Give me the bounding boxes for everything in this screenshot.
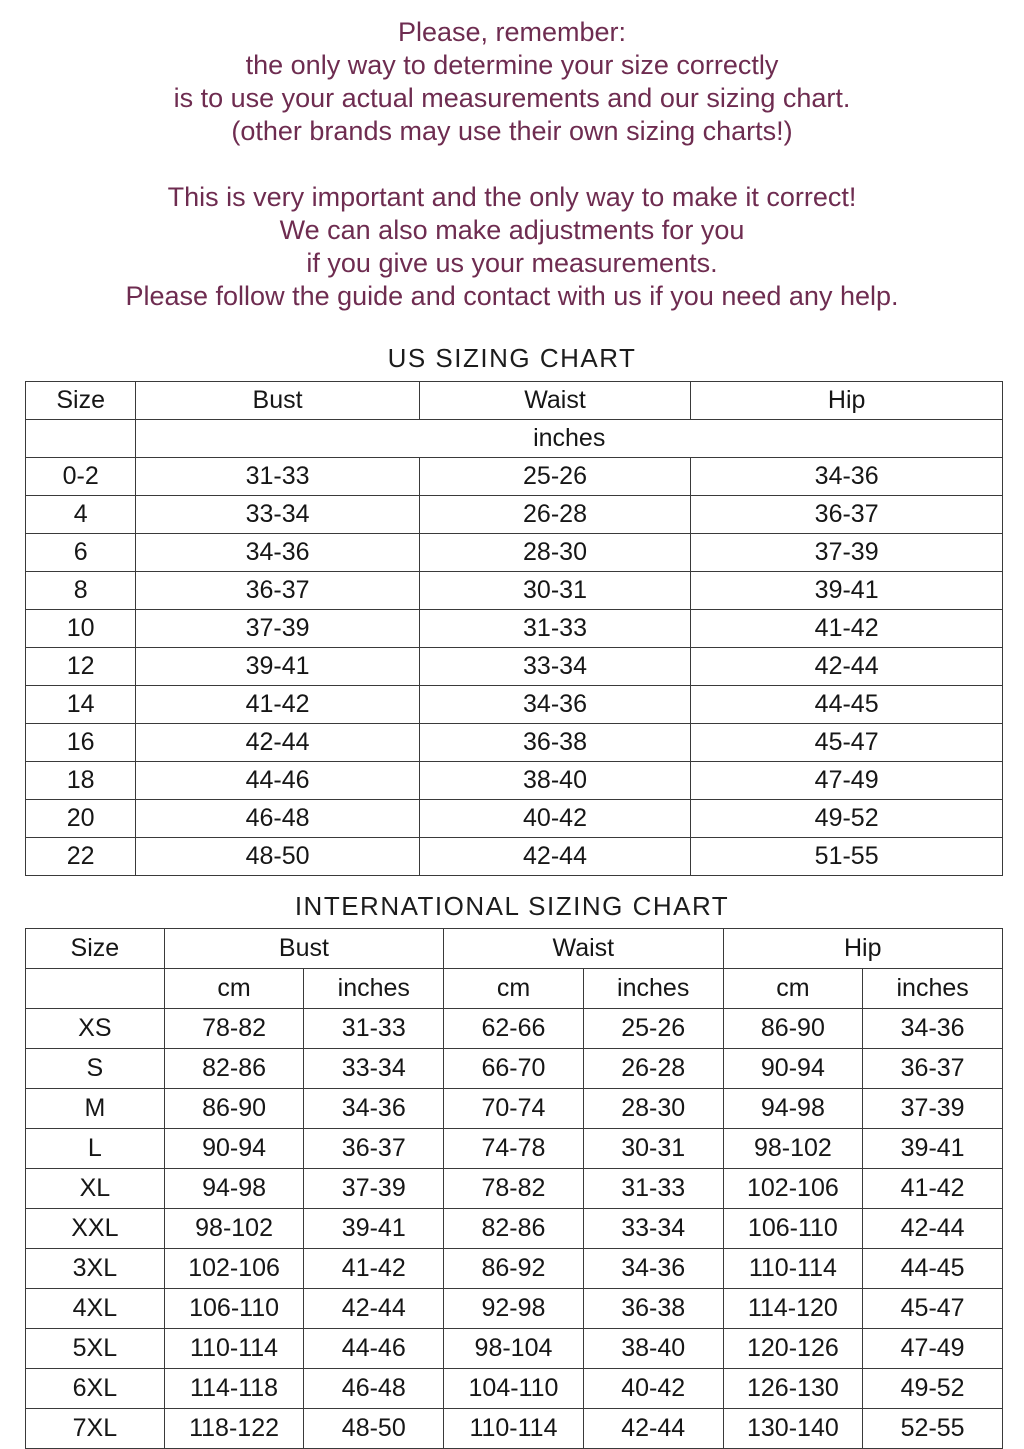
intro-line: the only way to determine your size correctly: [245, 50, 779, 80]
measurement-cell: 92-98: [444, 1289, 584, 1329]
size-cell: 3XL: [26, 1249, 165, 1289]
table-row: [26, 1289, 1003, 1329]
measurement-cell: 30-31: [583, 1129, 723, 1169]
measurement-cell: 31-33: [583, 1169, 723, 1209]
measurement-cell: 36-38: [583, 1289, 723, 1329]
table-row: [26, 1409, 1003, 1449]
size-cell: S: [26, 1049, 165, 1089]
measurement-cell: 98-104: [444, 1329, 584, 1369]
measurement-cell: 31-33: [304, 1009, 444, 1049]
measurement-cell: 49-52: [863, 1369, 1003, 1409]
measurement-cell: 106-110: [164, 1289, 304, 1329]
measurement-cell: 114-120: [723, 1289, 863, 1329]
measurement-cell: 39-41: [136, 648, 419, 686]
unit-header-hip-cm: cm: [723, 969, 863, 1009]
measurement-cell: 49-52: [691, 800, 1003, 838]
measurement-cell: 38-40: [419, 762, 691, 800]
size-cell: 6: [26, 534, 136, 572]
size-cell: 14: [26, 686, 136, 724]
measurement-cell: 37-39: [691, 534, 1003, 572]
measurement-cell: 39-41: [863, 1129, 1003, 1169]
intro-paragraph-gap: [0, 148, 1024, 181]
column-header-bust: Bust: [136, 382, 419, 420]
size-cell: 4: [26, 496, 136, 534]
size-cell: 20: [26, 800, 136, 838]
measurement-cell: 42-44: [419, 838, 691, 876]
measurement-cell: 45-47: [863, 1289, 1003, 1329]
table-row: [26, 1369, 1003, 1409]
measurement-cell: 34-36: [691, 458, 1003, 496]
measurement-cell: 86-90: [164, 1089, 304, 1129]
measurement-cell: 130-140: [723, 1409, 863, 1449]
table-row: [26, 1249, 1003, 1289]
measurement-cell: 36-37: [691, 496, 1003, 534]
measurement-cell: 41-42: [304, 1249, 444, 1289]
table-row: [26, 1049, 1003, 1089]
size-cell: 16: [26, 724, 136, 762]
measurement-cell: 118-122: [164, 1409, 304, 1449]
size-cell: 22: [26, 838, 136, 876]
measurement-cell: 78-82: [164, 1009, 304, 1049]
table-row: [26, 1129, 1003, 1169]
unit-header-hip-inches: inches: [863, 969, 1003, 1009]
measurement-cell: 36-37: [136, 572, 419, 610]
table-row: [26, 724, 1003, 762]
intro-line: We can also make adjustments for you: [279, 215, 745, 245]
measurement-cell: 26-28: [419, 496, 691, 534]
measurement-cell: 94-98: [164, 1169, 304, 1209]
table-row: [26, 800, 1003, 838]
column-header-waist: Waist: [444, 929, 723, 969]
size-cell: 6XL: [26, 1369, 165, 1409]
measurement-cell: 114-118: [164, 1369, 304, 1409]
measurement-cell: 36-37: [304, 1129, 444, 1169]
measurement-cell: 62-66: [444, 1009, 584, 1049]
measurement-cell: 47-49: [691, 762, 1003, 800]
measurement-cell: 42-44: [691, 648, 1003, 686]
measurement-cell: 39-41: [304, 1209, 444, 1249]
measurement-cell: 42-44: [136, 724, 419, 762]
measurement-cell: 42-44: [583, 1409, 723, 1449]
us-table-body: [26, 458, 1003, 876]
measurement-cell: 48-50: [136, 838, 419, 876]
measurement-cell: 40-42: [583, 1369, 723, 1409]
measurement-cell: 40-42: [419, 800, 691, 838]
intl-table-body: [26, 1009, 1003, 1449]
measurement-cell: 52-55: [863, 1409, 1003, 1449]
empty-cell: [26, 969, 165, 1009]
size-cell: L: [26, 1129, 165, 1169]
measurement-cell: 98-102: [164, 1209, 304, 1249]
measurement-cell: 46-48: [304, 1369, 444, 1409]
measurement-cell: 33-34: [419, 648, 691, 686]
measurement-cell: 51-55: [691, 838, 1003, 876]
unit-header-waist-cm: cm: [444, 969, 584, 1009]
measurement-cell: 41-42: [691, 610, 1003, 648]
measurement-cell: 70-74: [444, 1089, 584, 1129]
measurement-cell: 45-47: [691, 724, 1003, 762]
measurement-cell: 47-49: [863, 1329, 1003, 1369]
measurement-cell: 34-36: [863, 1009, 1003, 1049]
us-sizing-table: [25, 381, 1003, 876]
measurement-cell: 102-106: [164, 1249, 304, 1289]
measurement-cell: 90-94: [723, 1049, 863, 1089]
measurement-cell: 104-110: [444, 1369, 584, 1409]
us-unit-row: [26, 420, 1003, 458]
measurement-cell: 66-70: [444, 1049, 584, 1089]
measurement-cell: 28-30: [419, 534, 691, 572]
table-row: [26, 686, 1003, 724]
table-row: [26, 1009, 1003, 1049]
unit-header-bust-inches: inches: [304, 969, 444, 1009]
measurement-cell: 25-26: [583, 1009, 723, 1049]
measurement-cell: 106-110: [723, 1209, 863, 1249]
size-cell: 8: [26, 572, 136, 610]
size-cell: M: [26, 1089, 165, 1129]
table-row: [26, 610, 1003, 648]
size-cell: XL: [26, 1169, 165, 1209]
measurement-cell: 31-33: [136, 458, 419, 496]
measurement-cell: 86-92: [444, 1249, 584, 1289]
intro-line: is to use your actual measurements and our sizing chart.: [173, 83, 851, 113]
size-cell: XS: [26, 1009, 165, 1049]
measurement-cell: 78-82: [444, 1169, 584, 1209]
table-row: [26, 838, 1003, 876]
measurement-cell: 48-50: [304, 1409, 444, 1449]
measurement-cell: 28-30: [583, 1089, 723, 1129]
intro-line: This is very important and the only way to make it correct!: [167, 182, 857, 212]
table-row: [26, 1209, 1003, 1249]
size-cell: 12: [26, 648, 136, 686]
table-row: [26, 534, 1003, 572]
measurement-cell: 39-41: [691, 572, 1003, 610]
measurement-cell: 98-102: [723, 1129, 863, 1169]
measurement-cell: 37-39: [136, 610, 419, 648]
measurement-cell: 82-86: [444, 1209, 584, 1249]
measurement-cell: 44-46: [136, 762, 419, 800]
us-chart-title: US SIZING CHART: [387, 343, 637, 373]
unit-header-waist-inches: inches: [583, 969, 723, 1009]
measurement-cell: 74-78: [444, 1129, 584, 1169]
measurement-cell: 86-90: [723, 1009, 863, 1049]
intl-header-row: [26, 929, 1003, 969]
measurement-cell: 94-98: [723, 1089, 863, 1129]
measurement-cell: 37-39: [304, 1169, 444, 1209]
measurement-cell: 42-44: [863, 1209, 1003, 1249]
measurement-cell: 102-106: [723, 1169, 863, 1209]
measurement-cell: 34-36: [419, 686, 691, 724]
size-cell: 0-2: [26, 458, 136, 496]
international-sizing-table: [25, 928, 1003, 1449]
intro-line: Please, remember:: [397, 17, 627, 47]
intro-text-block: [0, 0, 1024, 313]
intro-line: Please follow the guide and contact with us if you need any help.: [125, 281, 899, 311]
table-row: [26, 572, 1003, 610]
intl-unit-row: [26, 969, 1003, 1009]
size-cell: 7XL: [26, 1409, 165, 1449]
column-header-size: Size: [26, 382, 136, 420]
measurement-cell: 25-26: [419, 458, 691, 496]
measurement-cell: 37-39: [863, 1089, 1003, 1129]
column-header-size: Size: [26, 929, 165, 969]
measurement-cell: 38-40: [583, 1329, 723, 1369]
measurement-cell: 120-126: [723, 1329, 863, 1369]
measurement-cell: 46-48: [136, 800, 419, 838]
size-cell: 18: [26, 762, 136, 800]
measurement-cell: 41-42: [863, 1169, 1003, 1209]
intro-line: (other brands may use their own sizing charts!): [231, 116, 793, 146]
measurement-cell: 41-42: [136, 686, 419, 724]
size-cell: 10: [26, 610, 136, 648]
measurement-cell: 34-36: [304, 1089, 444, 1129]
measurement-cell: 126-130: [723, 1369, 863, 1409]
table-row: [26, 1089, 1003, 1129]
table-row: [26, 762, 1003, 800]
measurement-cell: 26-28: [583, 1049, 723, 1089]
us-header-row: [26, 382, 1003, 420]
unit-header-bust-cm: cm: [164, 969, 304, 1009]
measurement-cell: 34-36: [583, 1249, 723, 1289]
column-header-waist: Waist: [419, 382, 691, 420]
measurement-cell: 34-36: [136, 534, 419, 572]
measurement-cell: 110-114: [164, 1329, 304, 1369]
measurement-cell: 44-45: [691, 686, 1003, 724]
measurement-cell: 44-45: [863, 1249, 1003, 1289]
column-header-hip: Hip: [723, 929, 1002, 969]
intl-chart-title: INTERNATIONAL SIZING CHART: [294, 891, 730, 921]
measurement-cell: 36-37: [863, 1049, 1003, 1089]
table-row: [26, 496, 1003, 534]
measurement-cell: 36-38: [419, 724, 691, 762]
measurement-cell: 30-31: [419, 572, 691, 610]
measurement-cell: 110-114: [723, 1249, 863, 1289]
measurement-cell: 33-34: [136, 496, 419, 534]
table-row: [26, 648, 1003, 686]
size-cell: XXL: [26, 1209, 165, 1249]
empty-cell: [26, 420, 136, 458]
unit-label-cell: inches: [136, 420, 1003, 458]
column-header-bust: Bust: [164, 929, 443, 969]
measurement-cell: 90-94: [164, 1129, 304, 1169]
measurement-cell: 82-86: [164, 1049, 304, 1089]
table-row: [26, 458, 1003, 496]
measurement-cell: 110-114: [444, 1409, 584, 1449]
measurement-cell: 42-44: [304, 1289, 444, 1329]
measurement-cell: 33-34: [304, 1049, 444, 1089]
intro-line: if you give us your measurements.: [306, 248, 718, 278]
size-cell: 5XL: [26, 1329, 165, 1369]
column-header-hip: Hip: [691, 382, 1003, 420]
measurement-cell: 31-33: [419, 610, 691, 648]
measurement-cell: 44-46: [304, 1329, 444, 1369]
measurement-cell: 33-34: [583, 1209, 723, 1249]
size-cell: 4XL: [26, 1289, 165, 1329]
table-row: [26, 1169, 1003, 1209]
table-row: [26, 1329, 1003, 1369]
